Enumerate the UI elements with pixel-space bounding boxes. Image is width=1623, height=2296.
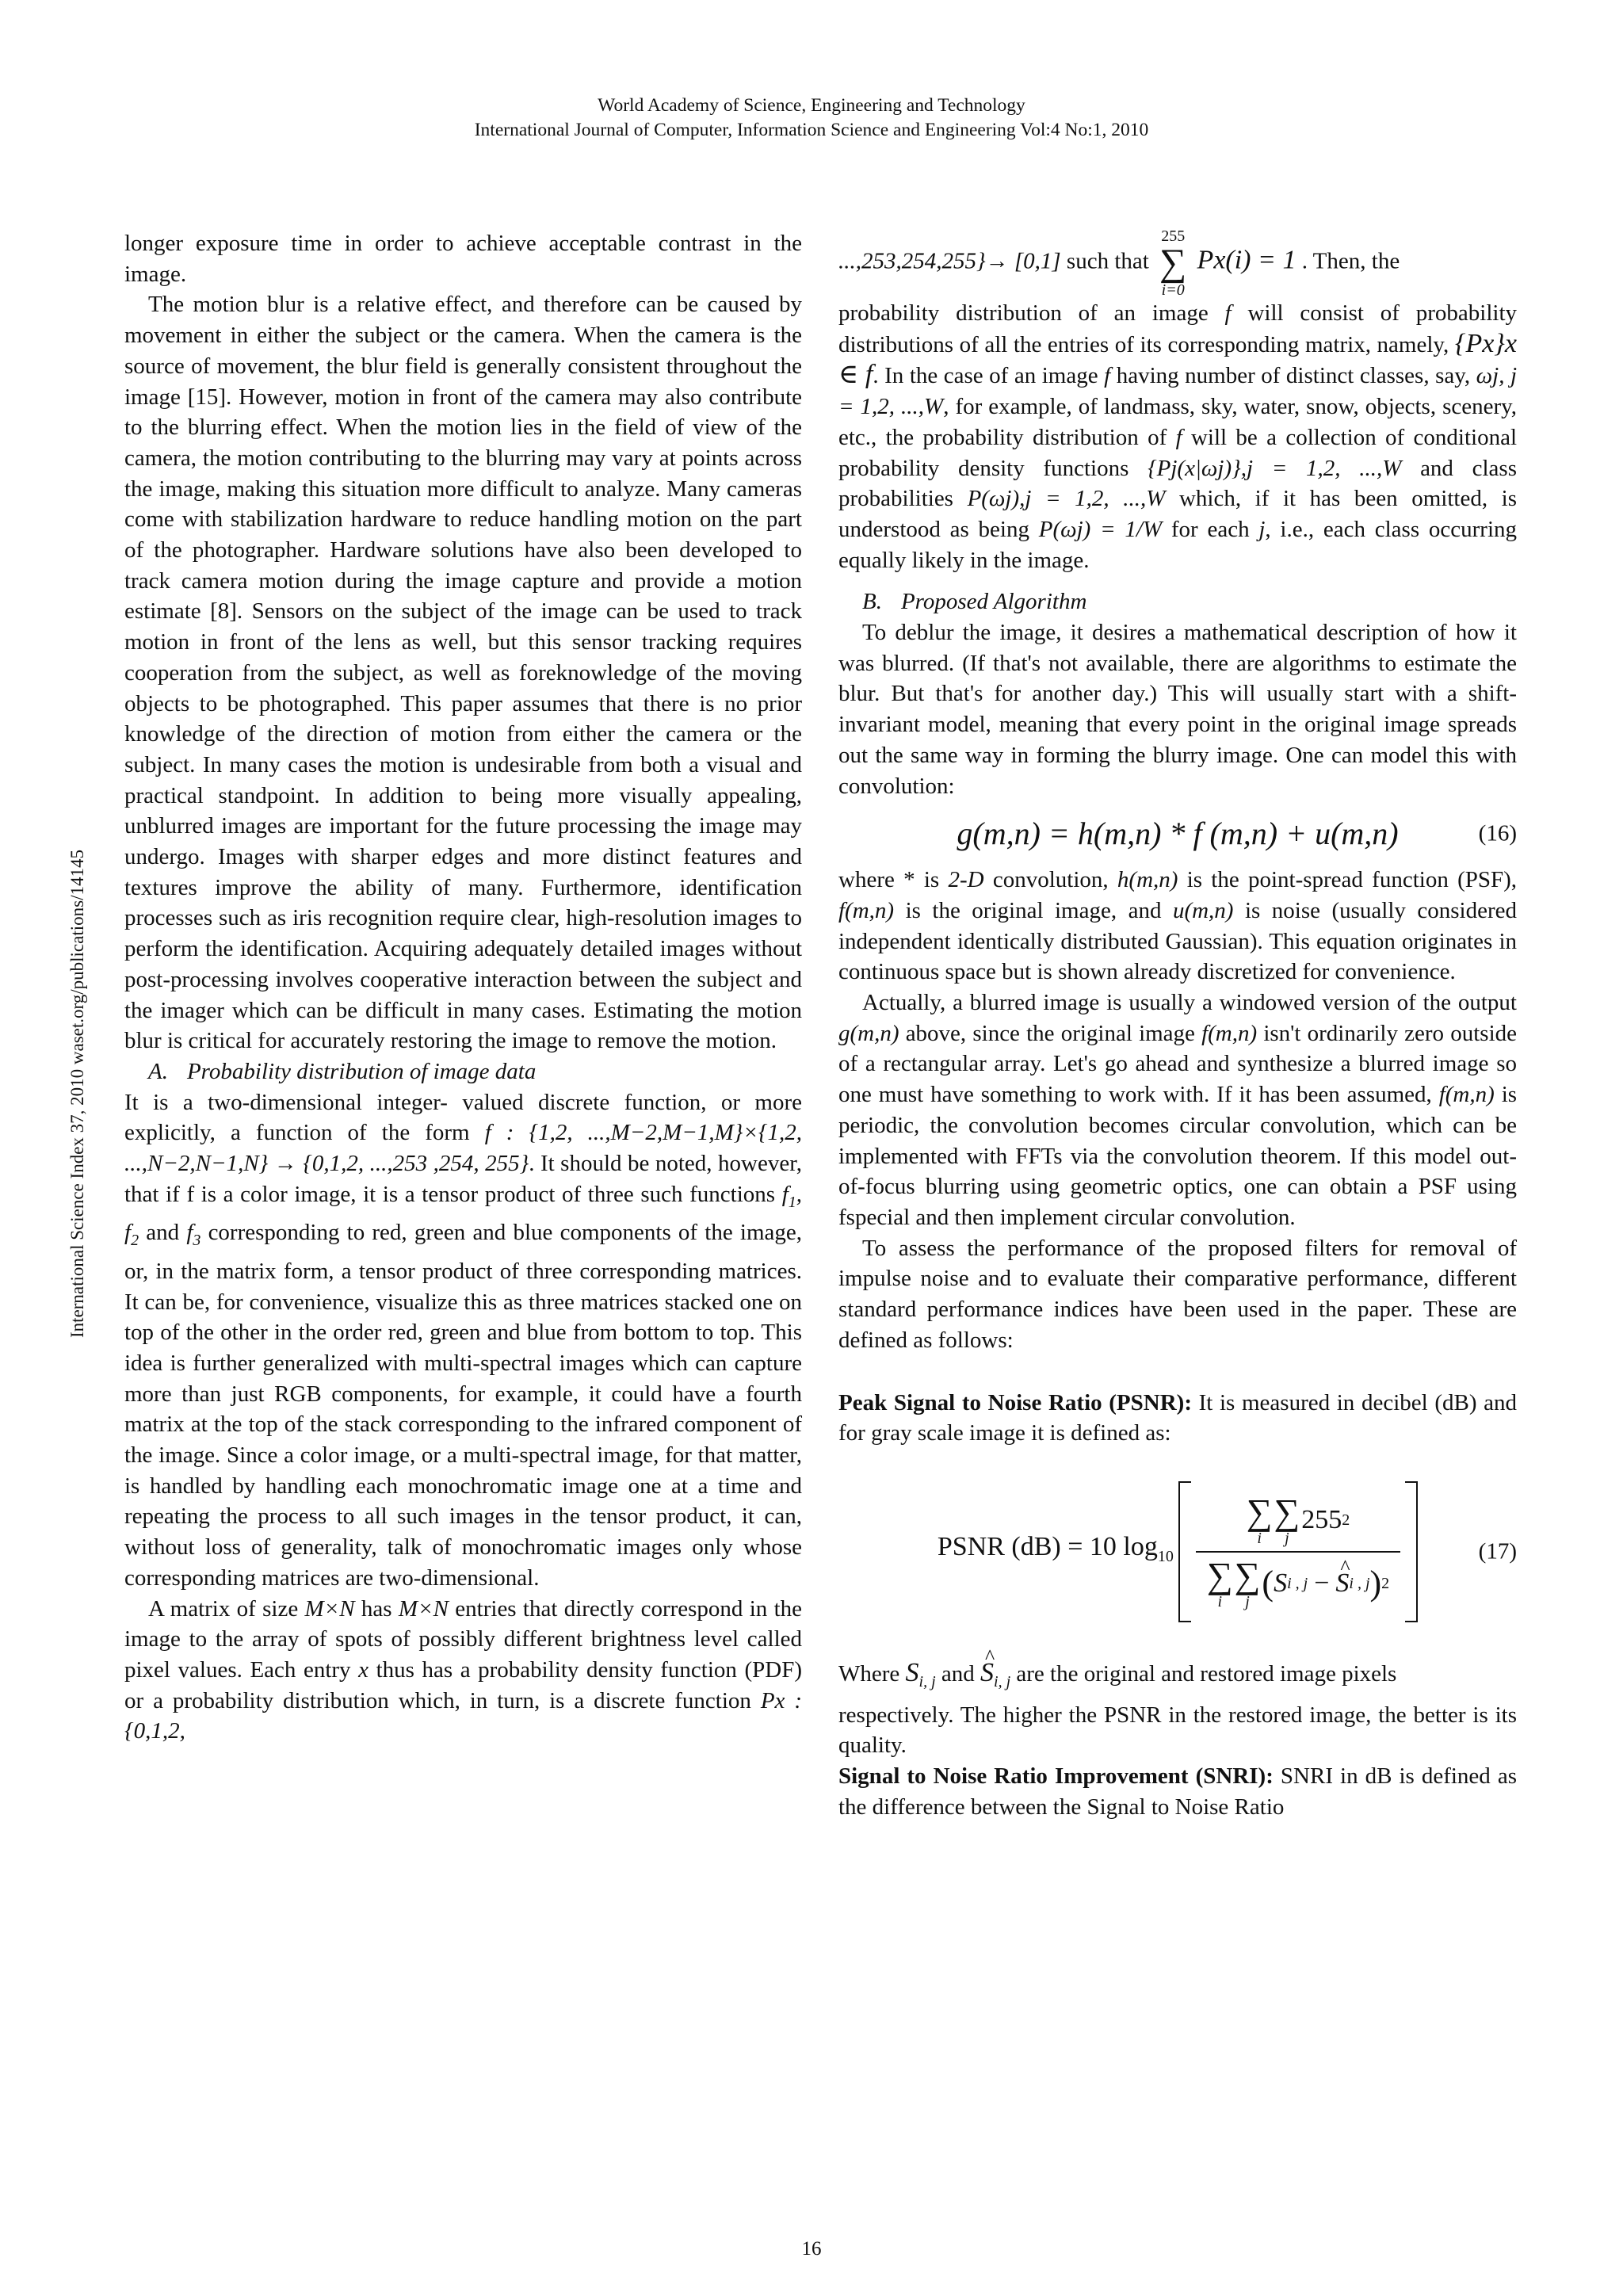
- psnr-lhs: PSNR (dB) = 10 $\log_{10}$: [937, 1531, 1174, 1565]
- journal-header: [0, 94, 1623, 143]
- math-mxn: M×N: [304, 1595, 355, 1622]
- math-j: j: [1258, 516, 1266, 542]
- text: is the original image, and: [905, 897, 1162, 923]
- math-conditional: {Pj(x|ωj)},j = 1,2, ...,W: [1148, 455, 1402, 481]
- section-title: Probability distribution of image data: [186, 1058, 537, 1084]
- paragraph: The motion blur is a relative effect, and therefore can be caused by movement in either the subject or the camera. When the camera is the source of movement, the blur field is generally consistent throughout the image [15]. However, motion in front of the camera may also contribute to the blurring effect. When the motion lies in the field of view of the camera, the motion contributing to the blurring may vary at points across the image, making this situation more difficult to analyze. Many cameras come with stabilization hardware to reduce handling motion on the part of the photographer. Hardware solutions have also been developed to track camera motion during the image capture and provide a motion estimate [8]. Sensors on the subject of the image can be used to track motion in front of the lens as well, but this sensor tracking requires cooperation from the subject, as well as foreknowledge of the moving objects to be photographed. This paper assumes that there is no prior knowledge of the direction of motion from either the camera or the subject. In many cases the motion is undesirable from both a visual and practical standpoint. In addition to being more visually appealing, unblurred images are important for the future processing the image may undergo. Images with sharper edges and more distinct features and textures improve the ability of many. Furthermore, identification processes such as iris recognition require clear, high-resolution images to perform the identification. Acquiring adequately detailed images without post-processing involves cooperative interaction between the subject and the imager which can be difficult in many cases. Estimating the motion blur is critical for accurately restoring the image to remove the motion.: [124, 292, 802, 1054]
- math-sum-expression: Px(i) = 1: [1197, 245, 1296, 275]
- sigma-symbol: ∑: [1159, 242, 1187, 284]
- paragraph: [838, 228, 1517, 298]
- text: and: [146, 1220, 180, 1246]
- text: SNRI in dB is defined as the difference between the Signal to Noise Ratio: [838, 1763, 1517, 1820]
- math-f: f(m,n): [1438, 1082, 1495, 1108]
- math-class-prob: P(ωj),j = 1,2, ...,W: [967, 486, 1166, 512]
- text: where * is: [838, 867, 940, 893]
- paragraph: [124, 1087, 802, 1594]
- right-column: [838, 228, 1517, 1823]
- math-f: f: [1175, 424, 1182, 450]
- paragraph: longer exposure time in order to achieve acceptable contrast in the image.: [124, 231, 802, 287]
- header-line-1: World Academy of Science, Engineering and Technology: [598, 95, 1025, 116]
- psnr-fraction: [1196, 1489, 1400, 1614]
- text: above, since the original image: [905, 1020, 1195, 1046]
- text: is noise (usually considered independent identically distributed Gaussian). This equation originates in continuous space but is shown already discretized for convenience.: [838, 897, 1517, 985]
- math-f: f: [1104, 363, 1111, 389]
- math-function: f : {1,2, ...,M−2,M−1,M}×{1,2, ...,N−2,N−1,N} → {0,1,2, ...,253 ,254, 255}: [124, 1120, 803, 1177]
- section-label: B.: [862, 589, 882, 615]
- section-heading-b: [838, 586, 1517, 617]
- math-omega: ωj, j = 1,2, ...,W: [838, 363, 1518, 420]
- text: , i.e., each class occurring equally likely in the image.: [838, 516, 1517, 573]
- text: for each: [1170, 516, 1250, 542]
- equation-16: [838, 806, 1517, 861]
- paragraph: To deblur the image, it desires a mathematical description of how it was blurred. (If that's not available, there are algorithms to estimate the blur. But that's for another day.) This will usually start with a shift-invariant model, meaning that every point in the original image spreads out the same way in forming the blurry image. One can model this with convolution:: [838, 620, 1517, 799]
- math-f2: $f_2$: [124, 1220, 139, 1250]
- text: thus has a probability density function (PDF) or a probability distribution which, in turn, is a discrete function: [124, 1656, 802, 1713]
- text: entries that directly correspond in the image to the array of spots of possibly different brightness level called pixel values. Each entry: [124, 1595, 803, 1683]
- text: which, if it has been omitted, is understood as being: [838, 486, 1517, 542]
- page-number: 16: [801, 2238, 822, 2260]
- math-range: ...,253,254,255}→ [0,1]: [838, 248, 1061, 274]
- psnr-255: 255: [1301, 1504, 1342, 1534]
- text: . It should be noted, however, that if f is a color image, it is a tensor product of three such functions: [124, 1151, 802, 1207]
- text: is the point-spread function (PSF),: [1186, 867, 1518, 893]
- math-f: f(m,n): [1201, 1020, 1258, 1046]
- text: . In the case of an image: [873, 363, 1098, 389]
- math-x: x: [358, 1656, 369, 1683]
- math-f: f(m,n): [838, 897, 895, 923]
- text: such that: [1066, 248, 1149, 274]
- paragraph: [124, 1594, 802, 1748]
- text: and class probabilities: [838, 455, 1518, 512]
- snri-heading: Signal to Noise Ratio Improvement (SNRI):: [838, 1763, 1274, 1790]
- paragraph: [838, 865, 1517, 988]
- header-line-2: International Journal of Computer, Information Science and Engineering Vol:4 No:1, 2010: [474, 120, 1149, 140]
- equation-17: [838, 1449, 1517, 1655]
- left-column: [124, 228, 802, 1747]
- text: will consist of probability distributions of all the entries of its corresponding matrix, namely,: [838, 300, 1518, 357]
- paragraph: [838, 1761, 1517, 1822]
- text: convolution,: [992, 867, 1109, 893]
- text: Actually, a blurred image is usually a windowed version of the output: [862, 990, 1517, 1016]
- text: are the original and restored image pixels: [1016, 1660, 1397, 1687]
- text: It is a two-dimensional integer- valued discrete function, or more explicitly, a function of the form: [124, 1089, 802, 1146]
- text: probability distribution of an image: [838, 300, 1209, 326]
- side-watermark-text: International Science Index 37, 2010 waset.org/publications/14145: [67, 850, 87, 1338]
- text: having number of distinct classes, say,: [1116, 363, 1471, 389]
- math-h: h(m,n): [1117, 867, 1178, 893]
- section-title: Proposed Algorithm: [900, 589, 1087, 615]
- math-f3: $f_3$: [186, 1220, 201, 1250]
- text: will be a collection of conditional probability density functions: [838, 424, 1518, 481]
- paragraph: Where $S_{i, j}$ and ^ $S_{i, j}$ are the original and restored image pixels: [838, 1655, 1517, 1700]
- text: is periodic, the convolution becomes circular convolution, which can be implemented with FFTs via the convolution theorem. If this model out-of-focus blurring using geometric optics, one can obtain a PSF using fspecial and then implement circular convolution.: [838, 1082, 1518, 1230]
- paragraph: respectively. The higher the PSNR in the restored image, the better is its quality.: [838, 1702, 1517, 1759]
- math-f1: $f_1$,: [781, 1181, 802, 1211]
- section-label: A.: [148, 1058, 168, 1084]
- paragraph: [838, 1388, 1517, 1449]
- psnr-numerator: ∑ i ∑ j 255 2: [1246, 1491, 1350, 1547]
- math-set: {Px}x ∈ f: [838, 328, 1517, 390]
- paragraph: To assess the performance of the proposed filters for removal of impulse noise and to evaluate their comparative performance, different standard performance indices have been used in the paper. These are defined as follows:: [838, 1235, 1517, 1353]
- text: Where: [838, 1660, 900, 1687]
- text: has: [361, 1595, 392, 1622]
- math-mxn: M×N: [398, 1595, 449, 1622]
- text: It is measured in decibel (dB) and for gray scale image it is defined as:: [838, 1389, 1517, 1446]
- sum-lower-limit: i=0: [1161, 281, 1185, 299]
- psnr-bracket: [1178, 1489, 1418, 1614]
- paragraph: [838, 298, 1517, 575]
- text: A matrix of size: [148, 1595, 299, 1622]
- paragraph: [838, 988, 1517, 1233]
- text: , for example, of landmass, sky, water, snow, objects, scenery, etc., the probability distribution of: [838, 394, 1517, 450]
- math-2d: 2-D: [948, 867, 984, 893]
- equation-17-number: (17): [1478, 1538, 1517, 1564]
- psnr-denominator: ∑ i ∑ j ( S i , j − ^ S i , j ) 2: [1196, 1553, 1400, 1614]
- math-S: S: [905, 1657, 919, 1687]
- psnr-heading: Peak Signal to Noise Ratio (PSNR):: [838, 1389, 1192, 1415]
- text: . Then, the: [1301, 248, 1400, 274]
- section-heading-a: [124, 1056, 802, 1087]
- text: corresponding to red, green and blue components of the image, or, in the matrix form, a tensor product of three corresponding matrices. It can be, for convenience, visualize this as three matrices stacked one on top of the other in the order red, green and blue from bottom to top. This idea is further generalized with multi-spectral images which can capture more than just RGB components, for example, it could have a fourth matrix at the top of the stack corresponding to the infrared component of the image. Since a color image, or a multi-spectral image, for that matter, is handled by handling each monochromatic image one at a time and repeating the process to all such images in the tensor product, it can, without loss of generality, talk of monochromatic images only whose corresponding matrices are two-dimensional.: [124, 1220, 802, 1591]
- math-f: f: [1224, 300, 1232, 326]
- text: and: [941, 1660, 975, 1687]
- summation: [1159, 228, 1186, 298]
- equation-16-expression: g(m,n) = h(m,n) * f (m,n) + u(m,n): [957, 815, 1399, 851]
- math-g: g(m,n): [838, 1020, 899, 1046]
- sum-upper-limit: 255: [1161, 227, 1186, 245]
- math-px-function: Px : {0,1,2,: [124, 1687, 802, 1744]
- math-u: u(m,n): [1172, 897, 1234, 923]
- text: isn't ordinarily zero outside of a rectangular array. Let's go ahead and synthesize a blurred image so one must have something to work with. If it has been assumed,: [838, 1020, 1517, 1108]
- math-uniform: P(ωj) = 1/W: [1038, 516, 1163, 542]
- equation-16-number: (16): [1478, 820, 1517, 846]
- math-S-hat: ^ S: [980, 1655, 994, 1691]
